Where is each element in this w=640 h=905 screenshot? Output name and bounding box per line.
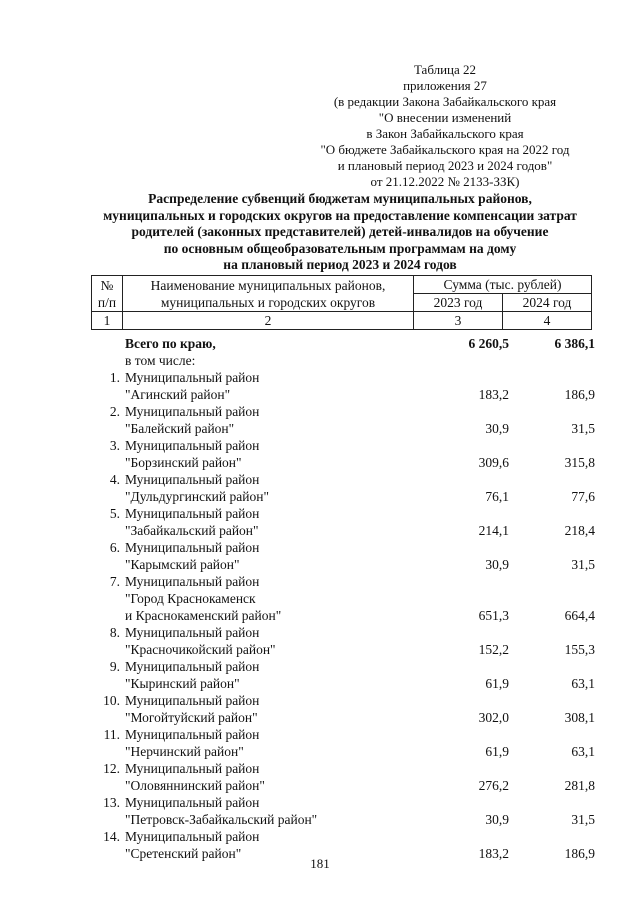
table-row [91, 386, 601, 403]
district-name: "Красночикойский район" [125, 642, 276, 657]
header-line: Таблица 22 [413, 62, 477, 77]
document-title [80, 191, 600, 274]
title-line: муниципальных и городских округов на предоставление компенсации затрат [103, 207, 577, 223]
table-row [91, 641, 601, 658]
total-row [91, 335, 601, 352]
amount-2024: 31,5 [571, 812, 595, 827]
header-line: "О внесении изменений [378, 110, 512, 125]
header-num-cell [92, 276, 123, 312]
district-name: и Краснокаменский район" [125, 608, 282, 623]
header-line: от 21.12.2022 № 2133-ЗЗК) [370, 174, 520, 189]
amount-2023: 61,9 [485, 676, 509, 691]
table-row [91, 828, 601, 845]
district-name: "Город Краснокаменск [125, 591, 256, 606]
district-name: Муниципальный район [125, 404, 260, 419]
column-number-3: 3 [414, 312, 503, 330]
header-line: и плановый период 2023 и 2024 годов" [337, 158, 553, 173]
district-name: Муниципальный район [125, 438, 260, 453]
district-name: Муниципальный район [125, 795, 260, 810]
district-name: "Борзинский район" [125, 455, 242, 470]
title-line: Распределение субвенций бюджетам муниципальных районов, [148, 191, 532, 206]
row-number: 2. [109, 404, 120, 419]
table-row [91, 658, 601, 675]
total-label: Всего по краю, [125, 336, 216, 351]
district-name: "Забайкальский район" [125, 523, 259, 538]
column-number-2: 2 [123, 312, 414, 330]
header-line: в Закон Забайкальского края [366, 126, 524, 141]
amount-2023: 30,9 [485, 557, 509, 572]
district-name: Муниципальный район [125, 761, 260, 776]
header-num-label: № [100, 277, 114, 293]
total-2024: 6 386,1 [554, 336, 595, 351]
district-name: "Агинский район" [125, 387, 231, 402]
table-row [91, 811, 601, 828]
table-row [91, 726, 601, 743]
header-sum-label: Сумма (тыс. рублей) [414, 276, 592, 294]
district-name: Муниципальный район [125, 506, 260, 521]
table-row [91, 505, 601, 522]
table-row [91, 590, 601, 607]
district-name: "Балейский район" [125, 421, 235, 436]
header-year-2024: 2024 год [503, 294, 592, 312]
row-number: 10. [103, 693, 120, 708]
row-number: 7. [109, 574, 120, 589]
row-number: 8. [109, 625, 120, 640]
table-row [91, 539, 601, 556]
amount-2023: 302,0 [478, 710, 509, 725]
including-label: в том числе: [125, 353, 196, 368]
amount-2023: 30,9 [485, 812, 509, 827]
table-row [91, 675, 601, 692]
row-number: 6. [109, 540, 120, 555]
header-name-label: Наименование муниципальных районов, [150, 277, 386, 293]
district-name: Муниципальный район [125, 370, 260, 385]
header-line: "О бюджете Забайкальского края на 2022 год [320, 142, 570, 157]
district-name: Муниципальный район [125, 659, 260, 674]
column-number-4: 4 [503, 312, 592, 330]
district-name: "Оловяннинский район" [125, 778, 265, 793]
amount-2024: 63,1 [571, 744, 595, 759]
row-number: 5. [109, 506, 120, 521]
amount-2024: 186,9 [564, 387, 595, 402]
district-name: "Петровск-Забайкальский район" [125, 812, 318, 827]
total-2023: 6 260,5 [468, 336, 509, 351]
amount-2023: 276,2 [478, 778, 509, 793]
amount-2024: 315,8 [564, 455, 595, 470]
amount-2024: 186,9 [564, 846, 595, 861]
district-name: "Нерчинский район" [125, 744, 244, 759]
row-number: 14. [103, 829, 120, 844]
amount-2023: 651,3 [478, 608, 509, 623]
row-number: 4. [109, 472, 120, 487]
table-row [91, 624, 601, 641]
district-name: "Сретенский район" [125, 846, 242, 861]
amount-2024: 218,4 [564, 523, 595, 538]
amount-2023: 30,9 [485, 421, 509, 436]
amount-2024: 281,8 [564, 778, 595, 793]
row-number: 1. [109, 370, 120, 385]
row-number: 12. [103, 761, 120, 776]
row-number: 11. [103, 727, 120, 742]
row-number: 3. [109, 438, 120, 453]
table-row [91, 607, 601, 624]
amount-2024: 31,5 [571, 421, 595, 436]
title-line: на плановый период 2023 и 2024 годов [223, 257, 457, 272]
header-name-label2: муниципальных и городских округов [160, 294, 376, 310]
table-row [91, 403, 601, 420]
table-row [91, 369, 601, 386]
district-name: Муниципальный район [125, 727, 260, 742]
table-body [91, 335, 601, 862]
district-name: Муниципальный район [125, 472, 260, 487]
amount-2023: 152,2 [478, 642, 509, 657]
table-row [91, 471, 601, 488]
table-header [91, 275, 592, 330]
amount-2023: 183,2 [478, 846, 509, 861]
header-line: (в редакции Закона Забайкальского края [333, 94, 557, 109]
table-row [91, 709, 601, 726]
amount-2023: 61,9 [485, 744, 509, 759]
district-name: "Могойтуйский район" [125, 710, 258, 725]
table-row [91, 777, 601, 794]
district-name: Муниципальный район [125, 574, 260, 589]
page-number: 181 [310, 856, 330, 871]
amount-2024: 31,5 [571, 557, 595, 572]
header-name-cell [123, 276, 414, 312]
table-row [91, 454, 601, 471]
district-list [91, 369, 601, 862]
amount-2024: 77,6 [571, 489, 595, 504]
including-row [91, 352, 601, 369]
amount-2024: 664,4 [564, 608, 595, 623]
district-name: Муниципальный район [125, 625, 260, 640]
table-row [91, 488, 601, 505]
amount-2024: 308,1 [564, 710, 595, 725]
row-number: 9. [109, 659, 120, 674]
table-row [91, 420, 601, 437]
column-number-1: 1 [92, 312, 123, 330]
district-name: "Карымский район" [125, 557, 240, 572]
table-row [91, 794, 601, 811]
table-row [91, 522, 601, 539]
table-row [91, 437, 601, 454]
table-row [91, 692, 601, 709]
row-number: 13. [103, 795, 120, 810]
district-name: Муниципальный район [125, 693, 260, 708]
amount-2024: 155,3 [564, 642, 595, 657]
amount-2023: 309,6 [478, 455, 509, 470]
district-name: Муниципальный район [125, 829, 260, 844]
amount-2023: 183,2 [478, 387, 509, 402]
table-row [91, 573, 601, 590]
appendix-reference [300, 62, 590, 190]
title-line: по основным общеобразовательным программам на дому [163, 240, 517, 256]
amount-2023: 214,1 [478, 523, 509, 538]
district-name: Муниципальный район [125, 540, 260, 555]
table-row [91, 556, 601, 573]
header-line: приложения 27 [403, 78, 487, 93]
title-line: родителей (законных представителей) детей-инвалидов на обучение [131, 224, 549, 239]
table-row [91, 743, 601, 760]
header-num-label2: п/п [97, 294, 117, 310]
table-row [91, 760, 601, 777]
district-name: "Дульдургинский район" [125, 489, 269, 504]
amount-2024: 63,1 [571, 676, 595, 691]
district-name: "Кыринский район" [125, 676, 240, 691]
amount-2023: 76,1 [485, 489, 509, 504]
header-year-2023: 2023 год [414, 294, 503, 312]
